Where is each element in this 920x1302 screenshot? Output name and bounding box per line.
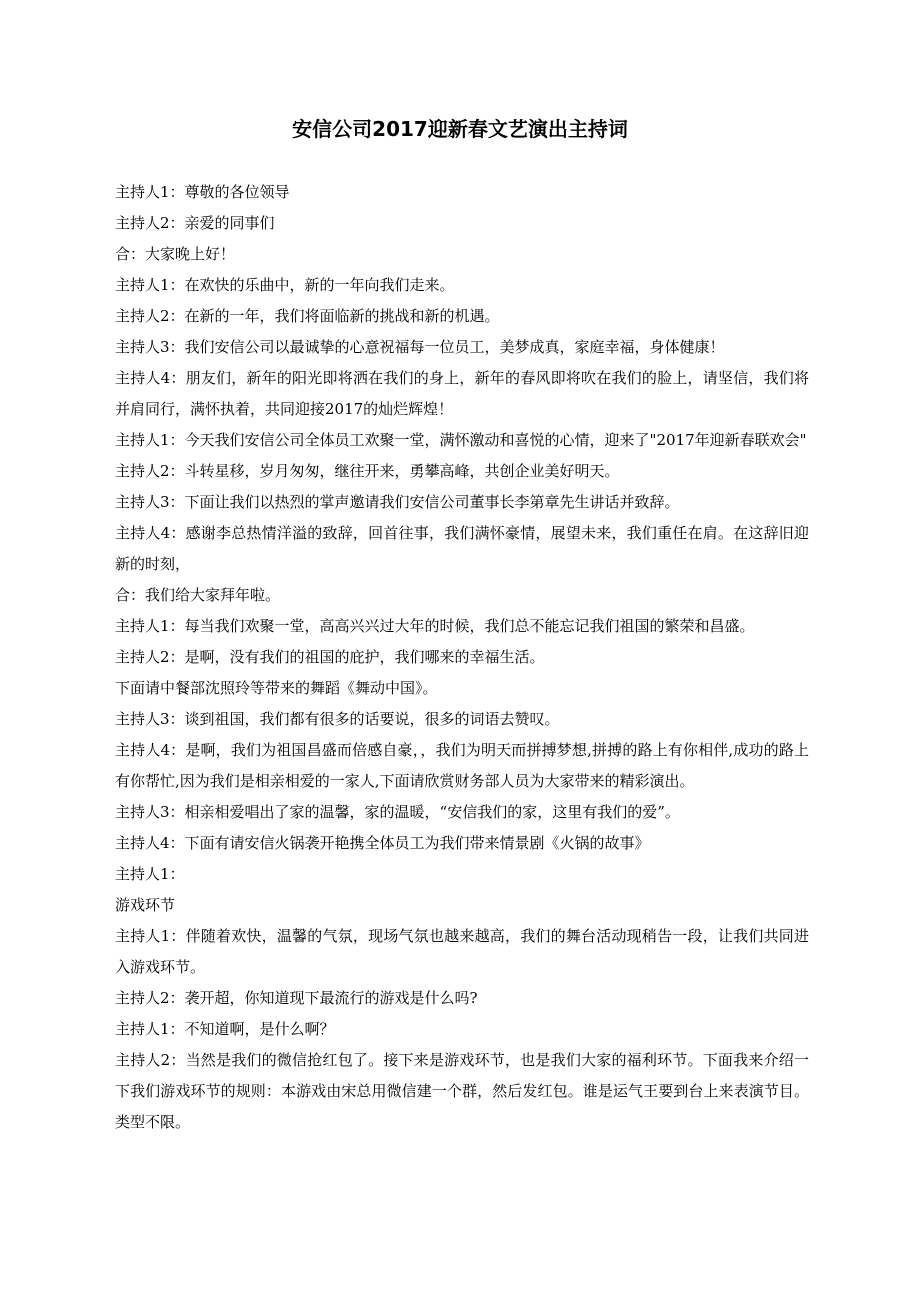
paragraph: 主持人1：尊敬的各位领导 (115, 183, 290, 201)
paragraph: 下面请中餐部沈照玲等带来的舞蹈《舞动中国》。 (115, 679, 438, 697)
paragraph: 主持人1：今天我们安信公司全体员工欢聚一堂，满怀激动和喜悦的心情，迎来了"2017年迎新春联欢会" (115, 431, 807, 449)
paragraph: 主持人4：感谢李总热情洋溢的致辞，回首往事，我们满怀豪情，展望未来，我们重任在肩。在这辞旧迎新的时刻， (115, 524, 809, 573)
paragraph: 主持人3：谈到祖国，我们都有很多的话要说，很多的词语去赞叹。 (115, 710, 560, 728)
paragraph: 主持人1： (115, 865, 185, 883)
paragraph: 主持人4：是啊，我们为祖国昌盛而倍感自豪，，我们为明天而拼搏梦想,拼搏的路上有你相伴,成功的路上有你帮忙,因为我们是相亲相爱的一家人,下面请欣赏财务部人员为大家带来的精彩演出。 (115, 741, 809, 790)
paragraph: 合：我们给大家拜年啦。 (115, 586, 281, 604)
paragraph: 主持人1：伴随着欢快，温馨的气氛，现场气氛也越来越高，我们的舞台活动现稍告一段，让我们共同进入游戏环节。 (115, 927, 809, 976)
paragraph: 主持人1：在欢快的乐曲中，新的一年向我们走来。 (115, 276, 455, 294)
section-heading: 游戏环节 (115, 896, 176, 914)
paragraph: 主持人3：我们安信公司以最诚挚的心意祝福每一位员工，美梦成真，家庭幸福，身体健康！ (115, 338, 725, 356)
document-body (115, 177, 809, 1138)
paragraph: 主持人2：是啊，没有我们的祖国的庇护，我们哪来的幸福生活。 (115, 648, 545, 666)
paragraph: 主持人3：下面让我们以热烈的掌声邀请我们安信公司董事长李第章先生讲话并致辞。 (115, 493, 680, 511)
paragraph: 主持人3：相亲相爱唱出了家的温馨，家的温暖，“安信我们的家，这里有我们的爱”。 (115, 803, 680, 821)
paragraph: 主持人2：当然是我们的微信抢红包了。接下来是游戏环节，也是我们大家的福利环节。下面我来介绍一下我们游戏环节的规则：本游戏由宋总用微信建一个群，然后发红包。谁是运气王要到台上来表演节目。类型不限。 (115, 1051, 809, 1131)
paragraph: 主持人2：亲爱的同事们 (115, 214, 275, 232)
paragraph: 主持人4：下面有请安信火锅袭开艳携全体员工为我们带来情景剧《火锅的故事》 (115, 834, 650, 852)
paragraph: 主持人2：袭开超，你知道现下最流行的游戏是什么吗? (115, 989, 478, 1007)
document-title: 安信公司2017迎新春文艺演出主持词 (292, 117, 628, 141)
paragraph: 主持人2：在新的一年，我们将面临新的挑战和新的机遇。 (115, 307, 500, 325)
paragraph: 合：大家晚上好！ (115, 245, 236, 263)
paragraph: 主持人2：斗转星移，岁月匆匆，继往开来，勇攀高峰，共创企业美好明天。 (115, 462, 620, 480)
paragraph: 主持人4：朋友们，新年的阳光即将洒在我们的身上，新年的春风即将吹在我们的脸上，请坚信，我们将并肩同行，满怀执着，共同迎接2017的灿烂辉煌！ (115, 369, 809, 418)
paragraph: 主持人1：每当我们欢聚一堂，高高兴兴过大年的时候，我们总不能忘记我们祖国的繁荣和昌盛。 (115, 617, 755, 635)
paragraph: 主持人1：不知道啊，是什么啊？ (115, 1020, 335, 1038)
